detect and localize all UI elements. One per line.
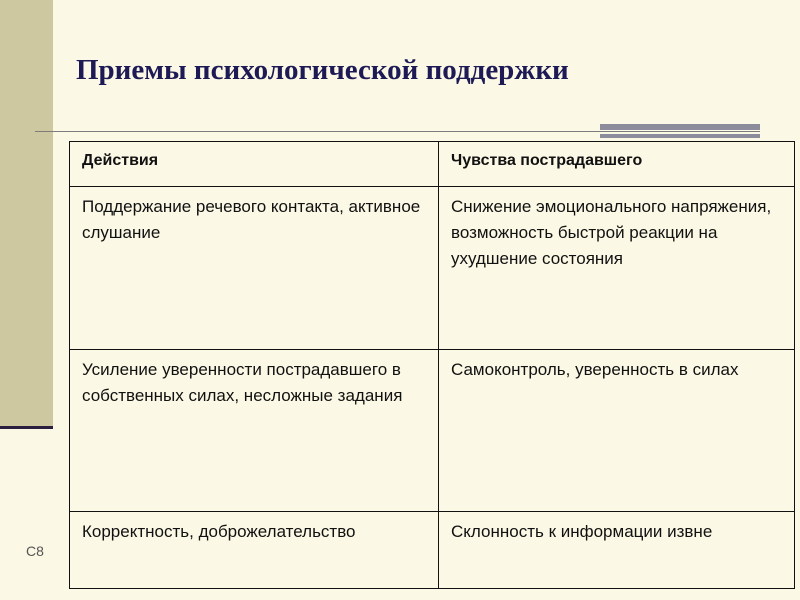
table-cell-feeling: Снижение эмоционального напряжения, возможность быстрой реакции на ухудшение состояния xyxy=(439,187,795,350)
table-header-row xyxy=(70,142,795,187)
slide-number: С8 xyxy=(26,543,44,559)
header-actions: Действия xyxy=(70,142,439,187)
table-row xyxy=(70,350,795,512)
table-row xyxy=(70,187,795,350)
decorative-bar-bottom xyxy=(600,134,760,138)
table-cell-action: Усиление уверенности пострадавшего в собственных силах, несложные задания xyxy=(70,350,439,512)
left-accent-underline xyxy=(0,426,53,429)
left-accent-bar xyxy=(0,0,53,427)
table-cell-feeling: Самоконтроль, уверенность в силах xyxy=(439,350,795,512)
header-victim-feelings: Чувства пострадавшего xyxy=(439,142,795,187)
decorative-bar-top xyxy=(600,124,760,130)
table-cell-feeling: Склонность к информации извне xyxy=(439,512,795,589)
table-cell-action: Корректность, доброжелательство xyxy=(70,512,439,589)
slide-title: Приемы психологической поддержки xyxy=(76,54,569,86)
table-cell-action: Поддержание речевого контакта, активное слушание xyxy=(70,187,439,350)
support-techniques-table xyxy=(69,141,795,589)
title-divider-line xyxy=(35,131,760,132)
table-row xyxy=(70,512,795,589)
